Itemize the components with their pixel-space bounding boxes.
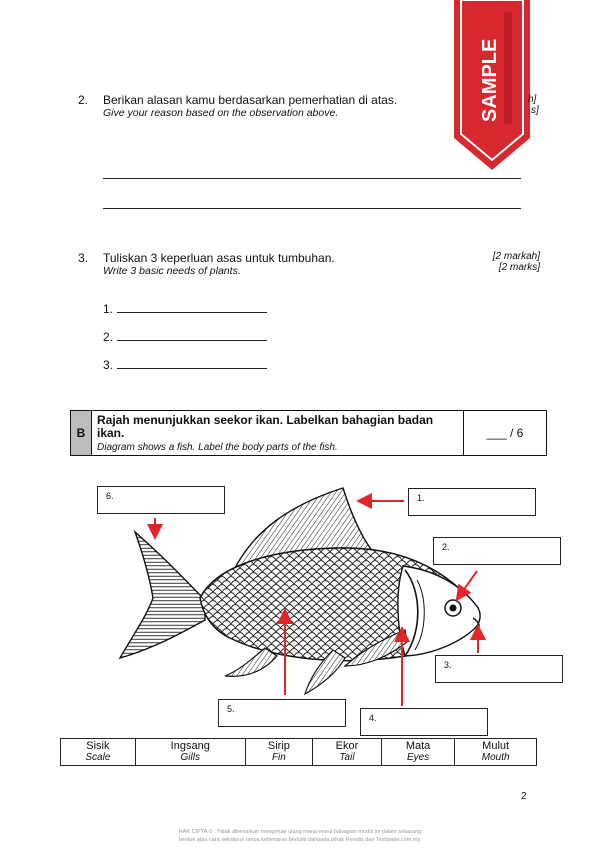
- arrow-2: [458, 571, 477, 598]
- label-box-4[interactable]: 4.: [360, 708, 488, 736]
- section-b-english: Diagram shows a fish. Label the body parts of the fish.: [97, 442, 338, 453]
- word-english: Mouth: [481, 752, 510, 763]
- word-bank-row: [61, 739, 537, 766]
- q3-item-number: 1.: [103, 302, 114, 316]
- section-letter: B: [71, 411, 92, 455]
- q2-marks-ms: h]: [528, 94, 537, 105]
- word-english: Scale: [85, 752, 111, 763]
- word-bank-cell: [245, 739, 312, 766]
- word-malay: Ekor: [335, 740, 359, 752]
- q3-item-number: 3.: [103, 358, 114, 372]
- word-malay: Sirip: [267, 740, 290, 752]
- q3-item-number: 2.: [103, 330, 114, 344]
- sample-stamp-text: SAMPLE: [479, 38, 501, 122]
- word-bank-table: [60, 738, 537, 766]
- word-english: Fin: [271, 752, 286, 763]
- label-box-1[interactable]: 1.: [408, 488, 536, 516]
- section-b-malay: Rajah menunjukkan seekor ikan. Labelkan bahagian badan ikan.: [97, 413, 434, 440]
- q3-marks-ms: [2 markah]: [492, 251, 540, 262]
- q2-malay: Berikan alasan kamu berdasarkan pemerhatian di atas.: [103, 93, 398, 107]
- q2-number: 2.: [78, 93, 89, 107]
- word-bank-cell: [455, 739, 537, 766]
- word-malay: Sisik: [86, 740, 110, 752]
- footer-line-2: bentuk atau cara sekalipun tanpa kebenaran bertulis daripada pihak Penulis dan Tesbpajar.com.my.: [178, 837, 422, 843]
- label-box-2[interactable]: 2.: [433, 537, 561, 565]
- word-bank-cell: [313, 739, 382, 766]
- q3-marks-en: [2 marks]: [498, 262, 540, 273]
- section-b-score: ___ / 6: [463, 411, 546, 455]
- word-english: Tail: [339, 752, 355, 763]
- q3-english: Write 3 basic needs of plants.: [103, 265, 241, 277]
- q2-english: Give your reason based on the observation above.: [103, 107, 339, 119]
- label-box-6[interactable]: 6.: [97, 486, 225, 514]
- q3-number: 3.: [78, 251, 89, 265]
- q2-marks-en: s]: [531, 105, 539, 116]
- word-english: Eyes: [406, 752, 430, 763]
- word-bank-cell: [61, 739, 136, 766]
- word-malay: Mata: [405, 740, 431, 752]
- word-bank-cell: [135, 739, 245, 766]
- page-number: 2: [521, 791, 527, 802]
- word-english: Gills: [180, 752, 200, 763]
- word-malay: Mulut: [482, 740, 510, 752]
- q3-malay: Tuliskan 3 keperluan asas untuk tumbuhan.: [103, 251, 335, 265]
- label-box-3[interactable]: 3.: [435, 655, 563, 683]
- word-bank-cell: [381, 739, 454, 766]
- footer-line-1: HAK CIPTA © : Tidak dibenarkan mengeluar ulang mana-mana bahagian modul ini dalam sebarang: [178, 829, 422, 835]
- word-malay: Ingsang: [170, 740, 210, 752]
- label-box-5[interactable]: 5.: [218, 699, 346, 727]
